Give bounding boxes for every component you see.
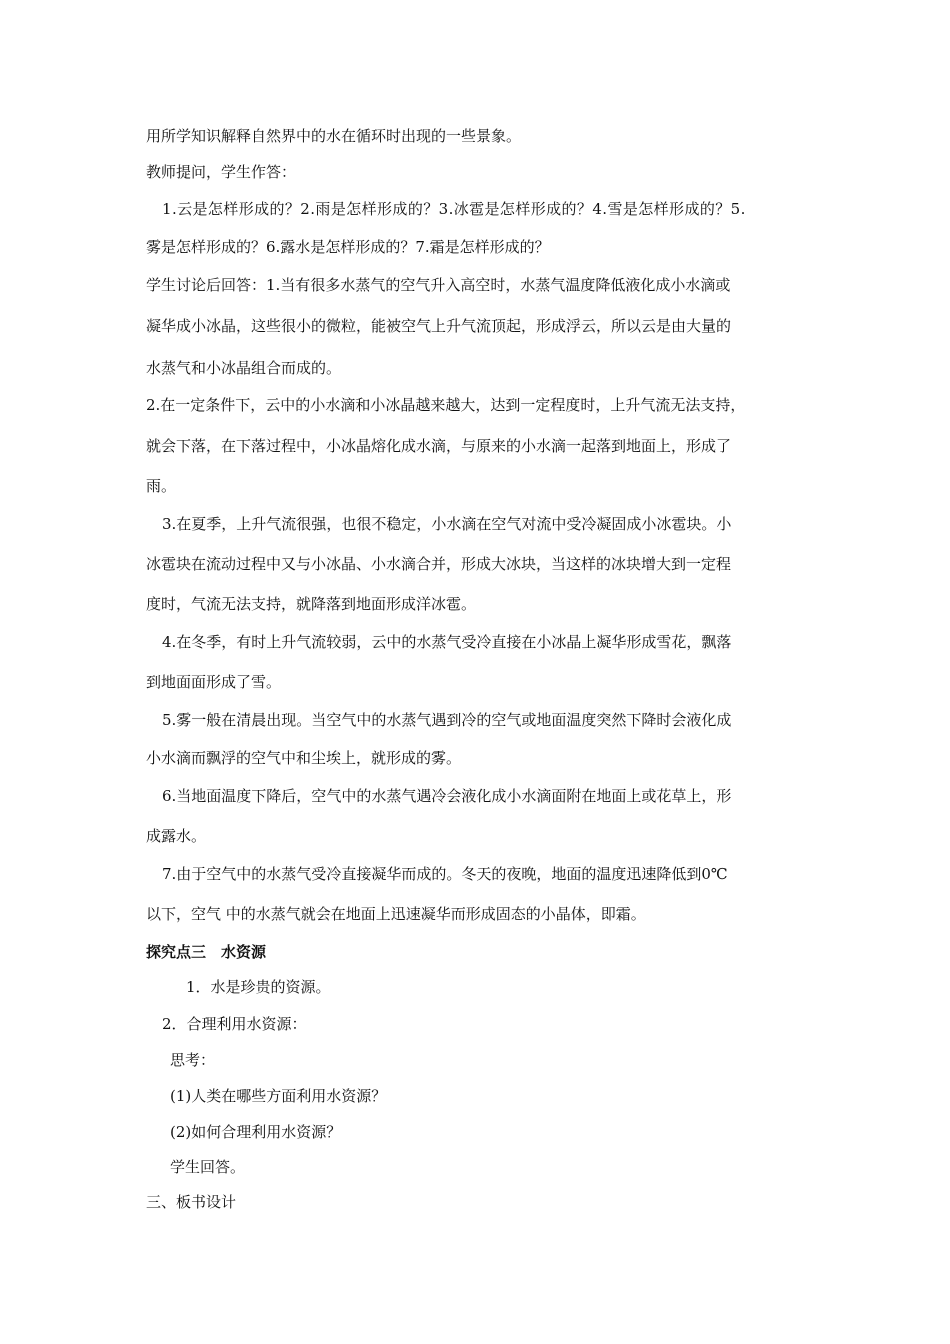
list-item: (2)如何合理利用水资源？ (170, 1123, 342, 1141)
text-line: 学生回答。 (170, 1158, 246, 1176)
text-line: 7.由于空气中的水蒸气受冷直接凝华而成的。冬天的夜晚，地面的温度迅速降低到0℃ (162, 865, 728, 883)
list-item: 2．合理利用水资源： (162, 1015, 307, 1033)
section-heading: 探究点三 水资源 (146, 943, 267, 961)
text-line: 冰雹块在流动过程中又与小冰晶、小水滴合并，形成大冰块，当这样的冰块增大到一定程 (146, 555, 732, 573)
text-line: 3.在夏季，上升气流很强，也很不稳定，小水滴在空气对流中受冷凝固成小冰雹块。小 (162, 515, 732, 533)
section-heading: 三、板书设计 (146, 1193, 237, 1211)
text-line: 水蒸气和小冰晶组合而成的。 (146, 359, 342, 377)
text-line: 雾是怎样形成的？6.露水是怎样形成的？7.霜是怎样形成的？ (146, 238, 550, 256)
text-line: 以下，空气 中的水蒸气就会在地面上迅速凝华而形成固态的小晶体，即霜。 (146, 905, 646, 923)
text-line: 成露水。 (146, 827, 207, 845)
text-line: 5.雾一般在清晨出现。当空气中的水蒸气遇到冷的空气或地面温度突然下降时会液化成 (162, 711, 732, 729)
text-line: 6.当地面温度下降后，空气中的水蒸气遇冷会液化成小水滴面附在地面上或花草上，形 (162, 787, 732, 805)
text-line: 教师提问，学生作答： (146, 163, 297, 181)
text-line: 学生讨论后回答：1.当有很多水蒸气的空气升入高空时，水蒸气温度降低液化成小水滴或 (146, 276, 731, 294)
text-line: 4.在冬季，有时上升气流较弱，云中的水蒸气受冷直接在小冰晶上凝华形成雪花，飘落 (162, 633, 732, 651)
text-line: 小水滴而飘浮的空气中和尘埃上，就形成的雾。 (146, 749, 462, 767)
text-line: 凝华成小冰晶，这些很小的微粒，能被空气上升气流顶起，形成浮云，所以云是由大量的 (146, 317, 732, 335)
text-line: 2.在一定条件下，云中的小水滴和小冰晶越来越大，达到一定程度时，上升气流无法支持， (146, 396, 746, 414)
text-line: 到地面面形成了雪。 (146, 673, 282, 691)
list-item: 1．水是珍贵的资源。 (186, 978, 331, 996)
text-line: 就会下落，在下落过程中，小冰晶熔化成水滴，与原来的小水滴一起落到地面上，形成了 (146, 437, 732, 455)
text-line: 度时，气流无法支持，就降落到地面形成洋冰雹。 (146, 595, 477, 613)
text-line: 用所学知识解释自然界中的水在循环时出现的一些景象。 (146, 127, 522, 145)
list-item: (1)人类在哪些方面利用水资源？ (170, 1087, 387, 1105)
text-line: 思考： (170, 1051, 216, 1069)
text-line: 雨。 (146, 477, 177, 495)
text-line: 1.云是怎样形成的？2.雨是怎样形成的？3.冰雹是怎样形成的？4.雪是怎样形成的？5. (162, 200, 746, 218)
